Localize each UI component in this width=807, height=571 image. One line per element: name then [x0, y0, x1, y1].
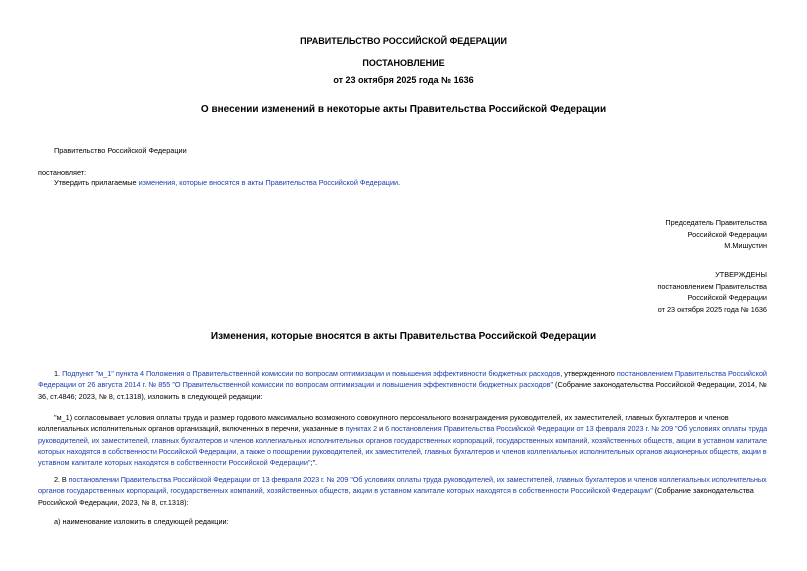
signature-line-1: Председатель Правительства	[665, 218, 767, 227]
item2-link-1[interactable]: постановлении Правительства Российской Федерации от 13 февраля 2023 г. № 209 "Об условиях оплаты труда руководителей, их заместителей, главных бухгалтеров и членов коллегиальных исполнительных	[68, 475, 767, 484]
approved-line-2: постановлением Правительства	[657, 281, 767, 291]
quote1-line-1: "м_1) согласовывает условия оплаты труда и размер годового максимально возможного совокупного персонального вознаграждения руководителей, их заместителей, главных бухгалтеров и членов	[54, 413, 729, 422]
item-2a: а) наименование изложить в следующей редакции:	[54, 517, 229, 526]
item1-text-3: 36, ст.4846; 2023, № 8, ст.1318), изложить в следующей редакции:	[38, 391, 263, 401]
item-2	[38, 474, 767, 508]
item2-link-2[interactable]: органов государственных корпораций, государственных компаний, хозяйственных обществ, акции в уставном капитале которых находятся в собственности Российской Федерации"	[38, 486, 653, 496]
approved-line-1: УТВЕРЖДЕНЫ	[715, 270, 767, 279]
approved-block	[657, 269, 767, 315]
quote1-link-4[interactable]: которых находятся в собственности Российской Федерации, а также о поощрении руководителей, их заместителей, главных бухгалтеров и членов коллегиальных исполнительных органов акционерных обществ, акции в	[38, 446, 767, 456]
item1-link-1[interactable]: Подпункт "м_1" пункта 4 Положения о Правительственной комиссии по вопросам оптимизации и повышения эффективности бюджетных расходов	[62, 369, 561, 378]
date-number-heading: от 23 октября 2025 года № 1636	[333, 75, 474, 85]
item2-text-2: (Собрание законодательства	[652, 486, 754, 496]
quote1-text-2: коллегиальных исполнительных органов организаций, включенных в перечни, указанные в	[38, 424, 346, 434]
signature-line-3: М.Мишустин	[724, 241, 767, 250]
doc-type-heading: ПОСТАНОВЛЕНИЕ	[362, 58, 445, 68]
quote1-text-3: и	[377, 424, 386, 434]
approve-suffix: .	[398, 178, 401, 187]
quote1-link-1[interactable]: пунктах 2	[345, 424, 378, 434]
item2-num: 2. В	[54, 475, 69, 484]
signature-block	[665, 217, 767, 252]
approve-link[interactable]: изменения, которые вносятся в акты Правительства Российской Федерации	[138, 178, 399, 187]
preamble-approve	[54, 177, 400, 188]
item-1	[38, 368, 767, 402]
item1-link-2[interactable]: постановлением Правительства Российской	[616, 369, 767, 378]
approve-prefix: Утвердить прилагаемые	[54, 178, 139, 187]
quote-1	[38, 412, 767, 468]
item1-link-3[interactable]: Федерации от 26 августа 2014 г. № 855 "О Правительственной комиссии по вопросам оптимизации и повышения эффективности бюджетных расходов"	[38, 380, 554, 390]
quote1-link-5[interactable]: уставном капитале которых находятся в собственности Российской Федерации"	[38, 458, 311, 468]
quote1-link-3[interactable]: руководителей, их заместителей, главных бухгалтеров и членов коллегиальных исполнительных органов государственных корпораций, государственных компаний, хозяйственных обществ, акции в уставном капитале	[38, 435, 768, 445]
document-title: О внесении изменений в некоторые акты Правительства Российской Федерации	[200, 104, 607, 115]
item2-text-3: Российской Федерации, 2023, № 8, ст.1318):	[38, 497, 189, 507]
preamble-decides: постановляет:	[38, 168, 87, 177]
approved-line-3: Российской Федерации	[687, 293, 767, 302]
changes-title: Изменения, которые вносятся в акты Правительства Российской Федерации	[210, 331, 597, 342]
quote1-link-2[interactable]: 6 постановления Правительства Российской Федерации от 13 февраля 2023 г. № 209 "Об условиях оплаты труда	[385, 424, 768, 434]
item1-text-1: , утвержденного	[560, 369, 617, 378]
approved-line-4: от 23 октября 2025 года № 1636	[657, 304, 767, 314]
item1-num: 1.	[54, 369, 63, 378]
signature-line-2: Российской Федерации	[687, 229, 767, 239]
preamble-subject: Правительство Российской Федерации	[54, 146, 187, 155]
item1-text-2: (Собрание законодательства Российской Федерации, 2014, №	[553, 380, 767, 390]
quote1-text-end: ;".	[310, 458, 318, 468]
org-heading: ПРАВИТЕЛЬСТВО РОССИЙСКОЙ ФЕДЕРАЦИИ	[300, 36, 507, 46]
